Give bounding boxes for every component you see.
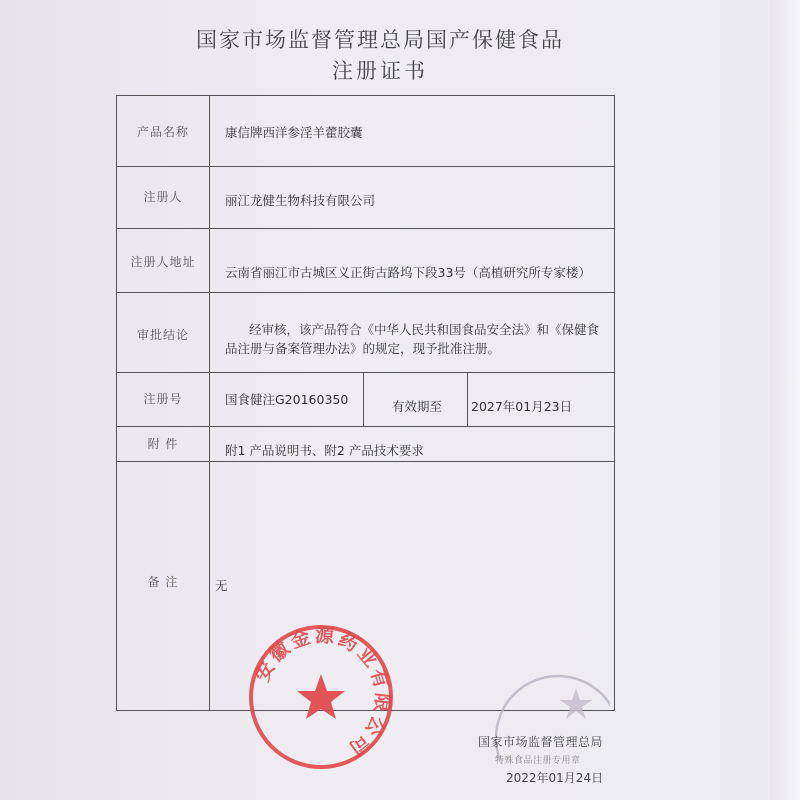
registration-no-label: 注册号: [143, 392, 183, 406]
row-divider: [117, 372, 614, 373]
remarks-value: 无: [215, 578, 228, 593]
row-divider: [117, 166, 614, 167]
registrant-label: 注册人: [143, 190, 183, 204]
page-edge: [770, 0, 800, 800]
registrant-value: 丽江龙健生物科技有限公司: [225, 193, 376, 208]
issuer-subtext: 特殊食品注册专用章: [495, 756, 581, 766]
company-seal-icon: [246, 622, 396, 772]
product-name-value: 康信牌西洋参淫羊藿胶囊: [225, 125, 363, 140]
row-divider: [117, 292, 614, 293]
certificate-title-line1: 国家市场监督管理总局国产保健食品: [196, 28, 564, 52]
attachments-value: 附1 产品说明书、附2 产品技术要求: [225, 443, 424, 458]
certificate-title-line2: 注册证书: [332, 59, 428, 83]
registrant-address-value: 云南省丽江市古城区义正街古路坞下段33号（高植研究所专家楼）: [225, 265, 591, 280]
registrant-address-label: 注册人地址: [130, 255, 196, 269]
column-divider: [209, 96, 210, 710]
registration-no-value: 国食健注G20160350: [225, 392, 349, 407]
column-divider: [467, 372, 468, 426]
remarks-label: 备 注: [147, 575, 179, 589]
attachments-label: 附 件: [147, 437, 179, 451]
row-divider: [117, 426, 614, 427]
column-divider: [363, 372, 364, 426]
validity-value: 2027年01月23日: [471, 399, 573, 414]
issue-date: 2022年01月24日: [506, 771, 604, 785]
row-divider: [117, 461, 614, 462]
issuer-name: 国家市场监督管理总局: [478, 735, 604, 749]
approval-conclusion-label: 审批结论: [136, 328, 189, 342]
approval-conclusion-value: 经审核，该产品符合《中华人民共和国食品安全法》和《保健食品注册与备案管理办法》的规定，现予批准注册。: [225, 322, 600, 356]
row-divider: [117, 228, 614, 229]
company-seal-text: 安徽金源药业有限公司: [251, 624, 394, 761]
certificate-table: [116, 95, 615, 711]
validity-label: 有效期至: [391, 399, 442, 414]
product-name-label: 产品名称: [136, 125, 189, 139]
